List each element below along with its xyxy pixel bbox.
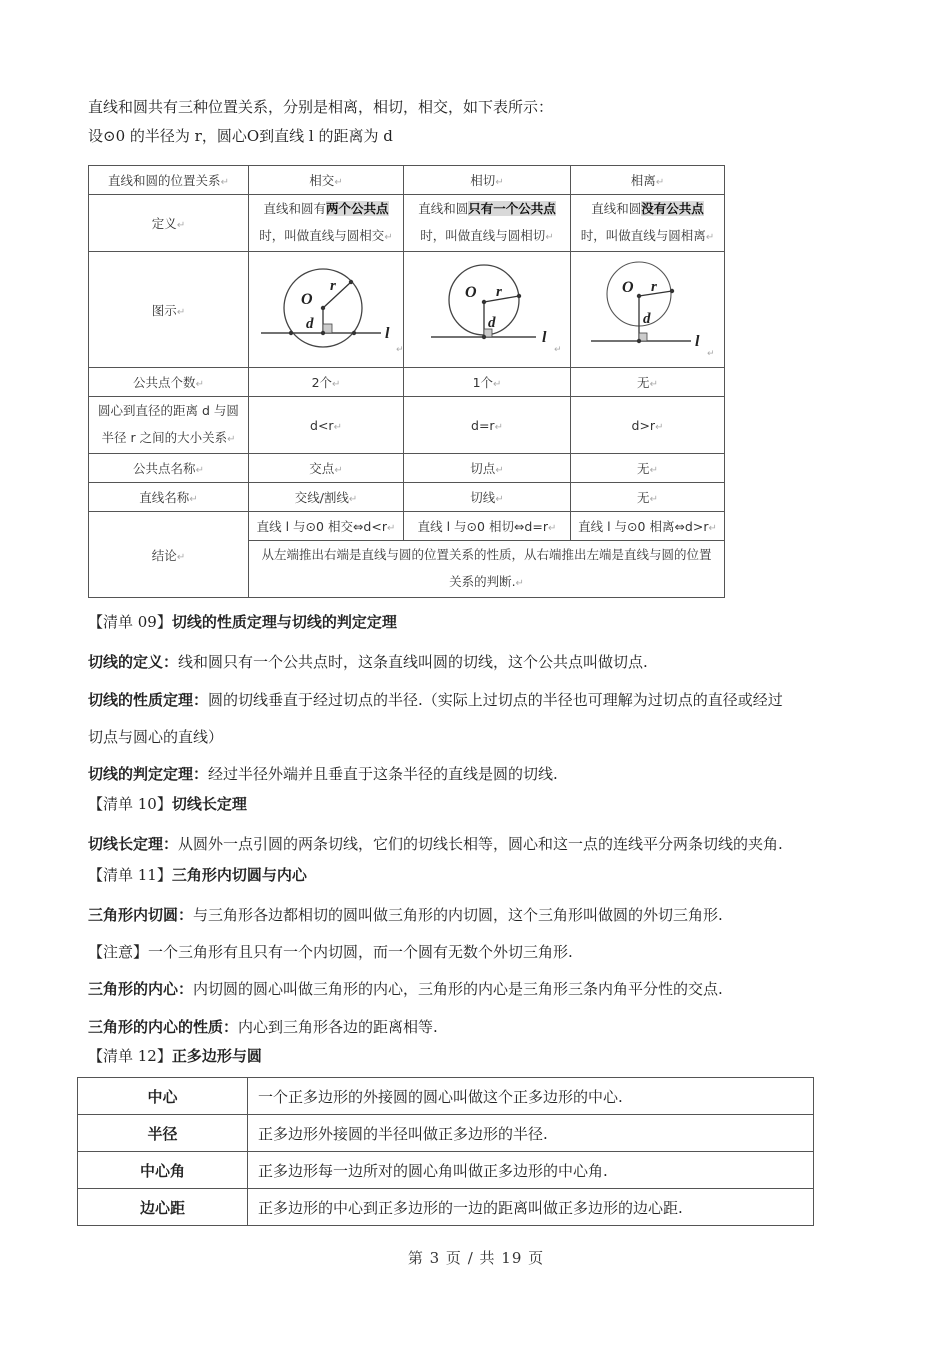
conclusion-cell: 直线 l 与⊙0 相切⇔d=r↵ [404, 512, 571, 541]
definition-cell: 直线和圆有两个公共点 时，叫做直线与圆相交↵ [249, 195, 404, 252]
svg-text:r: r [496, 284, 502, 300]
definition-cell: 正多边形每一边所对的圆心角叫做正多边形的中心角. [248, 1152, 814, 1189]
table-cell: d<r↵ [249, 397, 404, 454]
section-11-heading: 【清单 11】三角形内切圆与内心 [88, 866, 307, 884]
svg-text:l: l [695, 333, 700, 350]
table-cell: 无↵ [571, 454, 725, 483]
svg-text:l: l [385, 325, 390, 342]
table-cell: 无↵ [571, 368, 725, 397]
row-label: 结论↵ [89, 512, 249, 598]
separate-circle-diagram [571, 252, 724, 364]
conclusion-row [89, 512, 725, 541]
diagram-row [89, 252, 725, 368]
tangent-diagram [404, 252, 571, 368]
svg-text:r: r [651, 279, 657, 295]
table-cell: 切线↵ [404, 483, 571, 512]
header-cell: 相切↵ [404, 166, 571, 195]
intro-line-2: 设⊙0 的半径为 r，圆心O到直线 l 的距离为 d [88, 127, 393, 145]
section-09-heading [88, 611, 397, 632]
svg-text:d: d [643, 311, 651, 327]
svg-text:↵: ↵ [707, 349, 715, 359]
row-label: 公共点个数↵ [89, 368, 249, 397]
conclusion-cell: 直线 l 与⊙0 相离⇔d>r↵ [571, 512, 725, 541]
header-cell: 相离↵ [571, 166, 725, 195]
row-label: 图示↵ [89, 252, 249, 368]
svg-text:d: d [306, 316, 314, 332]
term-cell: 中心角 [78, 1152, 248, 1189]
line-name-row [89, 483, 725, 512]
term-cell: 半径 [78, 1115, 248, 1152]
table-cell: 交线/割线↵ [249, 483, 404, 512]
table-cell: d=r↵ [404, 397, 571, 454]
table-row [78, 1115, 814, 1152]
svg-text:d: d [488, 315, 496, 331]
regular-polygon-table [77, 1077, 814, 1226]
intersect-diagram [249, 252, 404, 368]
table-cell: 2个↵ [249, 368, 404, 397]
table-row [78, 1152, 814, 1189]
incircle-definition: 三角形内切圆：与三角形各边都相切的圆叫做三角形的内切圆，这个三角形叫做圆的外切三角形. [88, 906, 723, 924]
table-cell: d>r↵ [571, 397, 725, 454]
row-label: 定义↵ [89, 195, 249, 252]
svg-text:O: O [301, 291, 313, 308]
section-12-heading: 【清单 12】正多边形与圆 [88, 1047, 262, 1065]
row-label: 公共点名称↵ [89, 454, 249, 483]
tangent-criterion-theorem: 切线的判定定理：经过半径外端并且垂直于这条半径的直线是圆的切线. [88, 765, 558, 783]
definition-cell: 直线和圆只有一个公共点 时，叫做直线与圆相切↵ [404, 195, 571, 252]
table-cell: 无↵ [571, 483, 725, 512]
section-title: 切线的性质定理与切线的判定定理 [171, 613, 397, 631]
table-row [78, 1078, 814, 1115]
tangent-definition: 切线的定义：线和圆只有一个公共点时，这条直线叫圆的切线，这个公共点叫做切点. [88, 653, 648, 671]
incenter-property: 三角形的内心的性质：内心到三角形各边的距离相等. [88, 1018, 438, 1036]
incircle-note: 【注意】一个三角形有且只有一个内切圆，而一个圆有无数个外切三角形. [88, 943, 573, 961]
common-point-name-row [89, 454, 725, 483]
svg-text:l: l [542, 329, 547, 346]
term-cell: 边心距 [78, 1189, 248, 1226]
definition-row [89, 195, 725, 252]
table-header-row [89, 166, 725, 195]
table-cell: 1个↵ [404, 368, 571, 397]
svg-text:↵: ↵ [396, 345, 403, 355]
position-relation-table [88, 165, 725, 598]
header-cell: 直线和圆的位置关系↵ [89, 166, 249, 195]
row-label: 直线名称↵ [89, 483, 249, 512]
svg-text:O: O [465, 284, 477, 301]
distance-relation-row [89, 397, 725, 454]
definition-cell: 正多边形外接圆的半径叫做正多边形的半径. [248, 1115, 814, 1152]
section-10-heading: 【清单 10】切线长定理 [88, 795, 247, 813]
definition-cell: 直线和圆没有公共点 时，叫做直线与圆相离↵ [571, 195, 725, 252]
header-cell: 相交↵ [249, 166, 404, 195]
section-prefix: 【清单 09】 [88, 613, 172, 631]
intro-line-1: 直线和圆共有三种位置关系，分别是相离，相切，相交，如下表所示： [88, 98, 554, 116]
row-label: 圆心到直径的距离 d 与圆 半径 r 之间的大小关系↵ [89, 397, 249, 454]
intersect-circle-diagram [249, 252, 403, 364]
tangent-circle-diagram [404, 252, 570, 364]
table-cell: 切点↵ [404, 454, 571, 483]
common-point-count-row [89, 368, 725, 397]
tangent-property-theorem: 切线的性质定理：圆的切线垂直于经过切点的半径.（实际上过切点的半径也可理解为过切点的直径或经过 [88, 691, 783, 709]
tangent-property-theorem-cont: 切点与圆心的直线） [88, 728, 224, 746]
definition-cell: 一个正多边形的外接圆的圆心叫做这个正多边形的中心. [248, 1078, 814, 1115]
table-cell: 交点↵ [249, 454, 404, 483]
conclusion-note: 从左端推出右端是直线与圆的位置关系的性质，从右端推出左端是直线与圆的位置 关系的判断.↵ [249, 541, 725, 598]
separate-diagram [571, 252, 725, 368]
incenter-definition: 三角形的内心：内切圆的圆心叫做三角形的内心，三角形的内心是三角形三条内角平分性的交点. [88, 980, 723, 998]
conclusion-cell: 直线 l 与⊙0 相交⇔d<r↵ [249, 512, 404, 541]
definition-cell: 正多边形的中心到正多边形的一边的距离叫做正多边形的边心距. [248, 1189, 814, 1226]
svg-text:↵: ↵ [554, 345, 562, 355]
tangent-length-theorem: 切线长定理：从圆外一点引圆的两条切线，它们的切线长相等，圆心和这一点的连线平分两条切线的夹角. [88, 835, 783, 853]
table-row [78, 1189, 814, 1226]
page-number: 第 3 页 / 共 19 页 [407, 1249, 545, 1267]
svg-text:O: O [622, 279, 634, 296]
svg-text:r: r [330, 278, 336, 294]
term-cell: 中心 [78, 1078, 248, 1115]
